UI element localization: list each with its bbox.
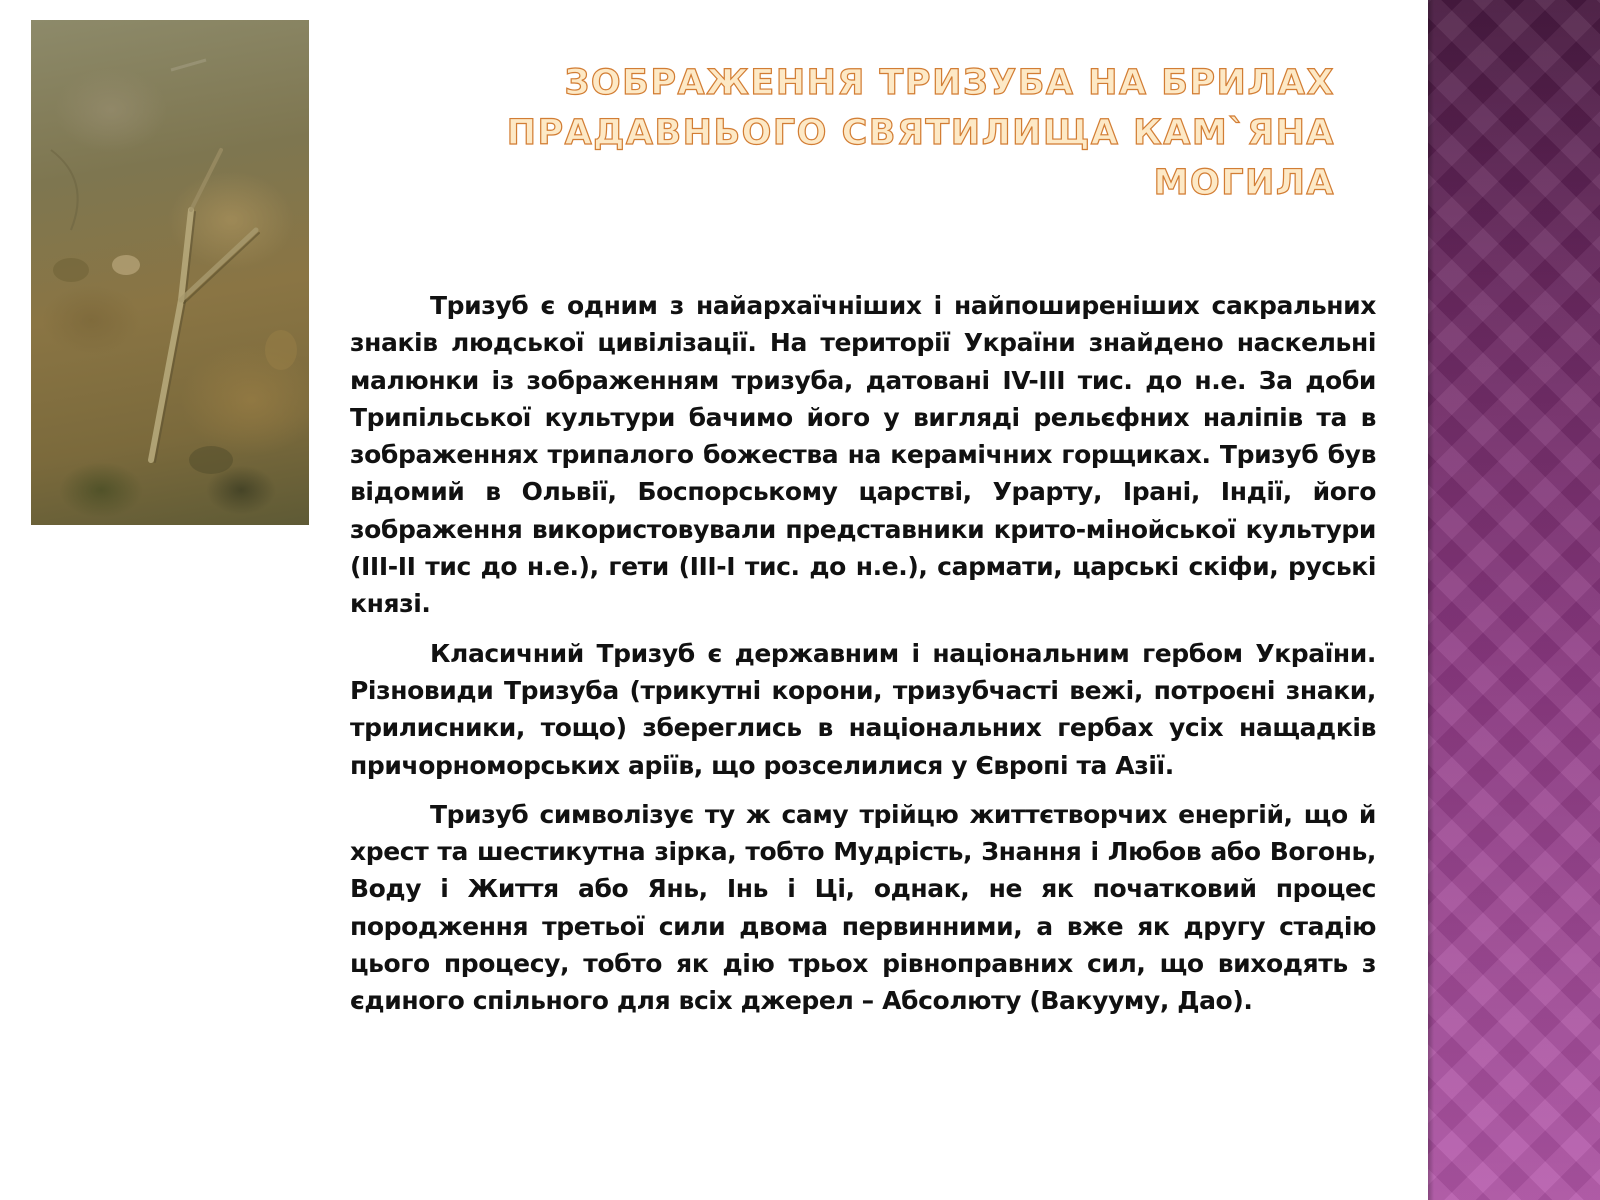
title-line: МОГИЛА: [1153, 163, 1335, 203]
title-line: ЗОБРАЖЕННЯ ТРИЗУБА НА БРИЛАХ: [564, 63, 1335, 103]
slide-title: [500, 58, 1335, 208]
slide-body: [350, 287, 1376, 1032]
body-paragraph: Тризуб символізує ту ж саму трійцю життєтворчих енергій, що й хрест та шестикутна зірка, тобто Мудрість, Знання і Любов або Вогонь, Воду і Життя або Янь, Інь і Ці, однак, не як початковий процес породження третьої сили двома первинними, а вже як другу стадію цього процесу, тобто як дію трьох рівноправних сил, що виходять з єдиного спільного для всіх джерел – Абсолюту (Вакууму, Дао).: [350, 799, 1376, 1016]
body-paragraph: Тризуб є одним з найархаїчніших і найпоширеніших сакральних знаків людської цивілізації. На території України знайдено наскельні малюнки із зображенням тризуба, датовані IV-III тис. до н.е. За доби Трипільської культури бачимо його у вигляді рельєфних наліпів та в зображеннях трипалого божества на керамічних горщиках. Тризуб був відомий в Ольвії, Боспорському царстві, Урарту, Ірані, Індії, його зображення використовували представники крито-мінойської культури (III-II тис до н.е.), гети (III-I тис. до н.е.), сармати, царські скіфи, руські князі.: [350, 291, 1376, 619]
decorative-side-band: [1428, 0, 1600, 1200]
rock-carving-photo: [31, 20, 309, 525]
title-line: ПРАДАВНЬОГО СВЯТИЛИЩА КАМ`ЯНА: [506, 113, 1335, 153]
body-paragraph: Класичний Тризуб є державним і національним гербом України. Різновиди Тризуба (трикутні корони, тризубчасті вежі, потроєні знаки, трилисники, тощо) збереглись в національних гербах усіх нащадків причорноморських аріїв, що розселилися у Європі та Азії.: [350, 638, 1376, 780]
trident-carving-icon: [31, 20, 309, 525]
